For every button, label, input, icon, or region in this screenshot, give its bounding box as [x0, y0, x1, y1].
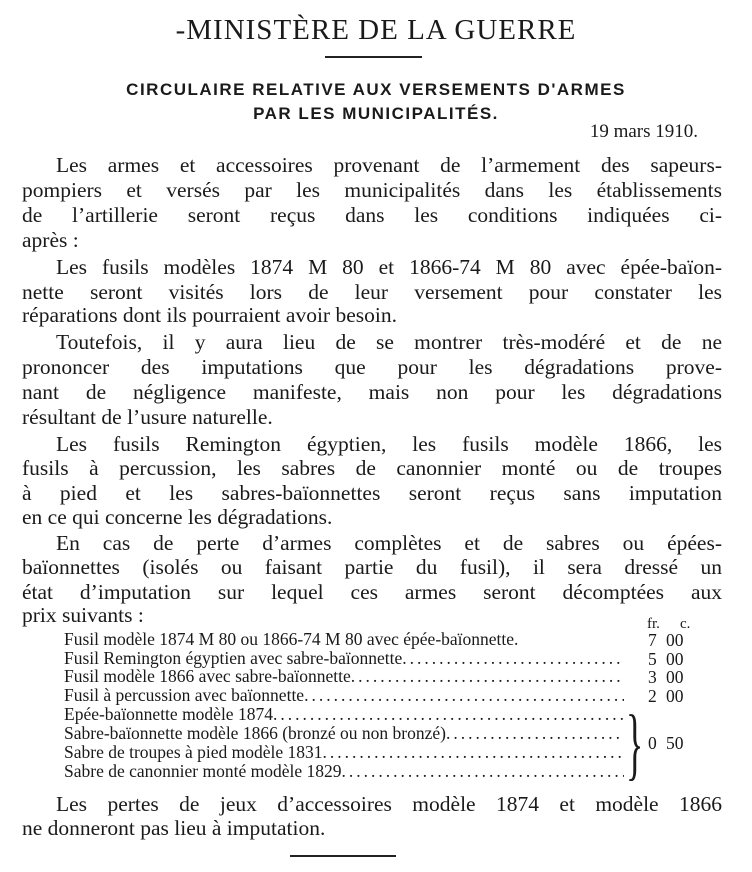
dot-leader — [446, 724, 624, 743]
price-row — [64, 743, 624, 762]
ministry-heading: -MINISTÈRE DE LA GUERRE — [175, 14, 577, 46]
price-centimes: 00 — [666, 686, 684, 706]
text-line: nette seront visités lors de leur versement pour constater les — [22, 280, 722, 304]
closing-divider — [290, 855, 396, 857]
price-francs: 7 — [648, 630, 657, 650]
text-line: fusils à percussion, les sabres de canonnier monté ou de troupes — [22, 456, 722, 480]
price-row — [64, 705, 624, 724]
text-line: baïonnettes (isolés ou faisant partie du fusil), il sera dressé un — [22, 555, 722, 579]
heading-divider — [325, 56, 422, 58]
price-item: Fusil à percussion avec baïonnette — [64, 686, 305, 705]
price-item: Sabre de canonnier monté modèle 1829 — [64, 762, 342, 781]
grouped-price-francs: 0 — [648, 733, 657, 753]
price-row — [64, 724, 624, 743]
column-header-francs: fr. — [647, 616, 660, 632]
price-row — [64, 649, 624, 668]
text-line: En cas de perte d’armes complètes et de sabres ou épées- — [56, 531, 722, 555]
price-centimes: 00 — [666, 667, 684, 687]
text-line: réparations dont ils pourraient avoir besoin. — [22, 303, 397, 327]
grouping-brace: } — [626, 700, 644, 788]
circular-title-line-1: CIRCULAIRE RELATIVE AUX VERSEMENTS D'ARMES — [126, 80, 626, 99]
dot-leader — [273, 705, 624, 724]
text-line: Les fusils Remington égyptien, les fusils modèle 1866, les — [56, 432, 722, 456]
price-row — [64, 667, 624, 686]
circular-title-line-2: PAR LES MUNICIPALITÉS. — [253, 104, 499, 123]
text-line: prix suivants : — [22, 603, 144, 627]
text-line: résultant de l’usure naturelle. — [22, 405, 273, 429]
price-item: Sabre de troupes à pied modèle 1831 — [64, 743, 323, 762]
dot-leader — [304, 686, 624, 705]
price-item: Fusil modèle 1866 avec sabre-baïonnette — [64, 667, 351, 686]
text-line: nant de négligence manifeste, mais non pour les dégradations — [22, 380, 722, 404]
price-centimes: 00 — [666, 649, 684, 669]
column-header-centimes: c. — [680, 616, 691, 632]
text-line: état d’imputation sur lequel ces armes seront décomptées aux — [22, 580, 722, 604]
text-line: prononcer des imputations que pour les dégradations prove- — [22, 355, 722, 379]
price-row — [64, 762, 624, 781]
text-line: Les pertes de jeux d’accessoires modèle 1874 et modèle 1866 — [56, 792, 722, 816]
price-centimes: 00 — [666, 630, 684, 650]
dot-leader — [323, 743, 624, 762]
price-item: Epée-baïonnette modèle 1874 — [64, 705, 273, 724]
dot-leader — [341, 762, 624, 781]
text-line: ne donneront pas lieu à imputation. — [22, 816, 326, 840]
price-row — [64, 630, 624, 649]
text-line: Les armes et accessoires provenant de l’armement des sapeurs- — [56, 153, 722, 177]
circular-date: 19 mars 1910. — [589, 121, 698, 142]
text-line: de l’artillerie seront reçus dans les conditions indiquées ci- — [22, 203, 722, 227]
price-francs: 5 — [648, 649, 657, 669]
text-line: après : — [22, 228, 79, 252]
text-line: Les fusils modèles 1874 M 80 et 1866-74 M 80 avec épée-baïon- — [56, 255, 722, 279]
price-row — [64, 686, 624, 705]
text-line: en ce qui concerne les dégradations. — [22, 505, 333, 529]
price-item: Fusil modèle 1874 M 80 ou 1866-74 M 80 avec épée-baïonnette. — [64, 630, 519, 649]
dot-leader — [402, 649, 624, 668]
price-francs: 3 — [648, 667, 657, 687]
text-line: Toutefois, il y aura lieu de se montrer très-modéré et de ne — [56, 330, 722, 354]
dot-leader — [351, 667, 624, 686]
grouped-price-centimes: 50 — [666, 733, 684, 753]
text-line: à pied et les sabres-baïonnettes seront reçus sans imputation — [22, 481, 722, 505]
price-francs: 2 — [648, 686, 657, 706]
price-item: Sabre-baïonnette modèle 1866 (bronzé ou non bronzé) — [64, 724, 446, 743]
price-item: Fusil Remington égyptien avec sabre-baïonnette — [64, 649, 403, 668]
text-line: pompiers et versés par les municipalités dans les établissements — [22, 178, 722, 202]
